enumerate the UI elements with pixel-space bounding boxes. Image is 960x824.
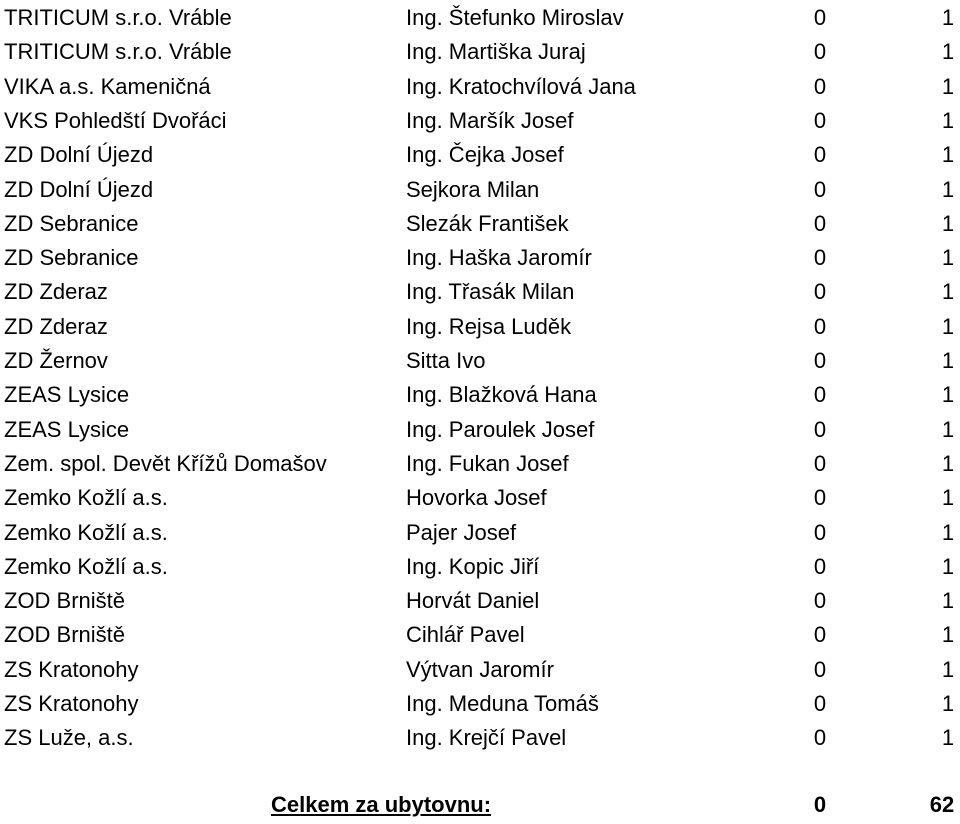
value-b-cell: 1 xyxy=(941,485,955,511)
person-cell: Ing. Rejsa Luděk xyxy=(406,313,572,339)
value-a-cell: 0 xyxy=(813,725,827,751)
company-cell: ZD Sebranice xyxy=(4,245,139,271)
table-row xyxy=(0,618,960,652)
value-a-cell: 0 xyxy=(813,142,827,168)
company-cell: ZD Dolní Újezd xyxy=(4,142,154,168)
value-b-cell: 1 xyxy=(941,348,955,373)
table-row xyxy=(0,413,960,447)
value-b-cell: 1 xyxy=(941,416,955,442)
person-cell: Sitta Ivo xyxy=(406,348,486,373)
company-cell: Zem. spol. Devět Křížů Domašov xyxy=(4,450,327,476)
value-a-cell: 0 xyxy=(813,519,827,545)
company-cell: ZD Žernov xyxy=(4,348,108,373)
person-cell: Horvát Daniel xyxy=(406,588,540,614)
table-row xyxy=(0,275,960,309)
company-cell: ZEAS Lysice xyxy=(4,416,130,442)
company-cell: Zemko Kožlí a.s. xyxy=(4,519,168,545)
table-row xyxy=(0,173,960,207)
person-cell: Ing. Kratochvílová Jana xyxy=(406,73,636,99)
value-b-cell: 1 xyxy=(941,588,955,614)
company-cell: Zemko Kožlí a.s. xyxy=(4,485,168,511)
table-row xyxy=(0,1,960,35)
person-cell: Ing. Krejčí Pavel xyxy=(406,725,567,751)
value-a-cell: 0 xyxy=(813,245,827,271)
company-cell: ZOD Brniště xyxy=(4,588,126,614)
value-a-cell: 0 xyxy=(813,553,827,579)
person-cell: Ing. Fukan Josef xyxy=(406,450,569,476)
value-b-cell: 1 xyxy=(941,519,955,545)
person-cell: Ing. Blažková Hana xyxy=(406,382,597,408)
person-cell: Ing. Martiška Juraj xyxy=(406,39,586,65)
value-b-cell: 1 xyxy=(941,245,955,271)
value-a-cell: 0 xyxy=(813,5,827,30)
table-row xyxy=(0,584,960,618)
value-b-cell: 1 xyxy=(941,279,955,305)
person-cell: Ing. Štefunko Miroslav xyxy=(406,5,624,30)
person-cell: Ing. Třasák Milan xyxy=(406,279,575,305)
total-row xyxy=(0,788,960,822)
value-b-cell: 1 xyxy=(941,176,955,202)
person-cell: Ing. Maršík Josef xyxy=(406,107,574,133)
value-b-cell: 1 xyxy=(941,107,955,133)
person-cell: Cihlář Pavel xyxy=(406,622,525,648)
company-cell: ZS Luže, a.s. xyxy=(4,725,134,751)
company-cell: Zemko Kožlí a.s. xyxy=(4,553,168,579)
value-a-cell: 0 xyxy=(813,73,827,99)
company-cell: ZEAS Lysice xyxy=(4,382,130,408)
table-row xyxy=(0,70,960,104)
value-a-cell: 0 xyxy=(813,485,827,511)
value-a-cell: 0 xyxy=(813,450,827,476)
value-b-cell: 1 xyxy=(941,39,955,65)
value-a-cell: 0 xyxy=(813,691,827,716)
value-b-cell: 1 xyxy=(941,622,955,648)
value-b-cell: 1 xyxy=(941,725,955,751)
value-a-cell: 0 xyxy=(813,39,827,65)
company-cell: VKS Pohledští Dvořáci xyxy=(4,107,227,133)
value-b-cell: 1 xyxy=(941,691,955,716)
table-row xyxy=(0,207,960,241)
total-value-b: 62 xyxy=(929,792,955,817)
table-row xyxy=(0,35,960,69)
table-row xyxy=(0,550,960,584)
value-b-cell: 1 xyxy=(941,382,955,408)
person-cell: Sejkora Milan xyxy=(406,176,540,202)
value-b-cell: 1 xyxy=(941,5,955,30)
table-row xyxy=(0,344,960,378)
company-cell: ZOD Brniště xyxy=(4,622,126,648)
value-a-cell: 0 xyxy=(813,588,827,614)
person-cell: Ing. Kopic Jiří xyxy=(406,553,540,579)
value-a-cell: 0 xyxy=(813,210,827,236)
table-row xyxy=(0,687,960,721)
person-cell: Ing. Čejka Josef xyxy=(406,142,564,168)
table-row xyxy=(0,653,960,687)
person-cell: Ing. Haška Jaromír xyxy=(406,245,592,271)
value-a-cell: 0 xyxy=(813,416,827,442)
person-cell: Ing. Paroulek Josef xyxy=(406,416,595,442)
person-cell: Pajer Josef xyxy=(406,519,517,545)
value-a-cell: 0 xyxy=(813,107,827,133)
table-row xyxy=(0,447,960,481)
table-row xyxy=(0,516,960,550)
value-b-cell: 1 xyxy=(941,450,955,476)
table-row xyxy=(0,104,960,138)
company-cell: ZD Zderaz xyxy=(4,279,108,305)
value-a-cell: 0 xyxy=(813,622,827,648)
value-b-cell: 1 xyxy=(941,142,955,168)
value-b-cell: 1 xyxy=(941,73,955,99)
person-cell: Hovorka Josef xyxy=(406,485,547,511)
company-cell: ZD Dolní Újezd xyxy=(4,176,154,202)
company-cell: ZS Kratonohy xyxy=(4,691,139,716)
company-cell: VIKA a.s. Kameničná xyxy=(4,73,211,99)
table-row xyxy=(0,138,960,172)
value-a-cell: 0 xyxy=(813,656,827,682)
person-cell: Ing. Meduna Tomáš xyxy=(406,691,599,716)
total-label: Celkem za ubytovnu: xyxy=(271,792,492,817)
value-b-cell: 1 xyxy=(941,553,955,579)
value-a-cell: 0 xyxy=(813,176,827,202)
value-a-cell: 0 xyxy=(813,279,827,305)
company-cell: ZD Sebranice xyxy=(4,210,139,236)
total-value-a: 0 xyxy=(813,792,827,817)
company-cell: TRITICUM s.r.o. Vráble xyxy=(4,39,232,65)
table-row xyxy=(0,310,960,344)
table-row xyxy=(0,378,960,412)
value-a-cell: 0 xyxy=(813,382,827,408)
person-cell: Výtvan Jaromír xyxy=(406,656,554,682)
value-b-cell: 1 xyxy=(941,313,955,339)
value-b-cell: 1 xyxy=(941,210,955,236)
value-a-cell: 0 xyxy=(813,348,827,373)
company-cell: ZS Kratonohy xyxy=(4,656,139,682)
table-row xyxy=(0,721,960,755)
table-row xyxy=(0,481,960,515)
company-cell: ZD Zderaz xyxy=(4,313,108,339)
person-cell: Slezák František xyxy=(406,210,569,236)
value-b-cell: 1 xyxy=(941,656,955,682)
table-row xyxy=(0,241,960,275)
value-a-cell: 0 xyxy=(813,313,827,339)
company-cell: TRITICUM s.r.o. Vráble xyxy=(4,5,232,30)
